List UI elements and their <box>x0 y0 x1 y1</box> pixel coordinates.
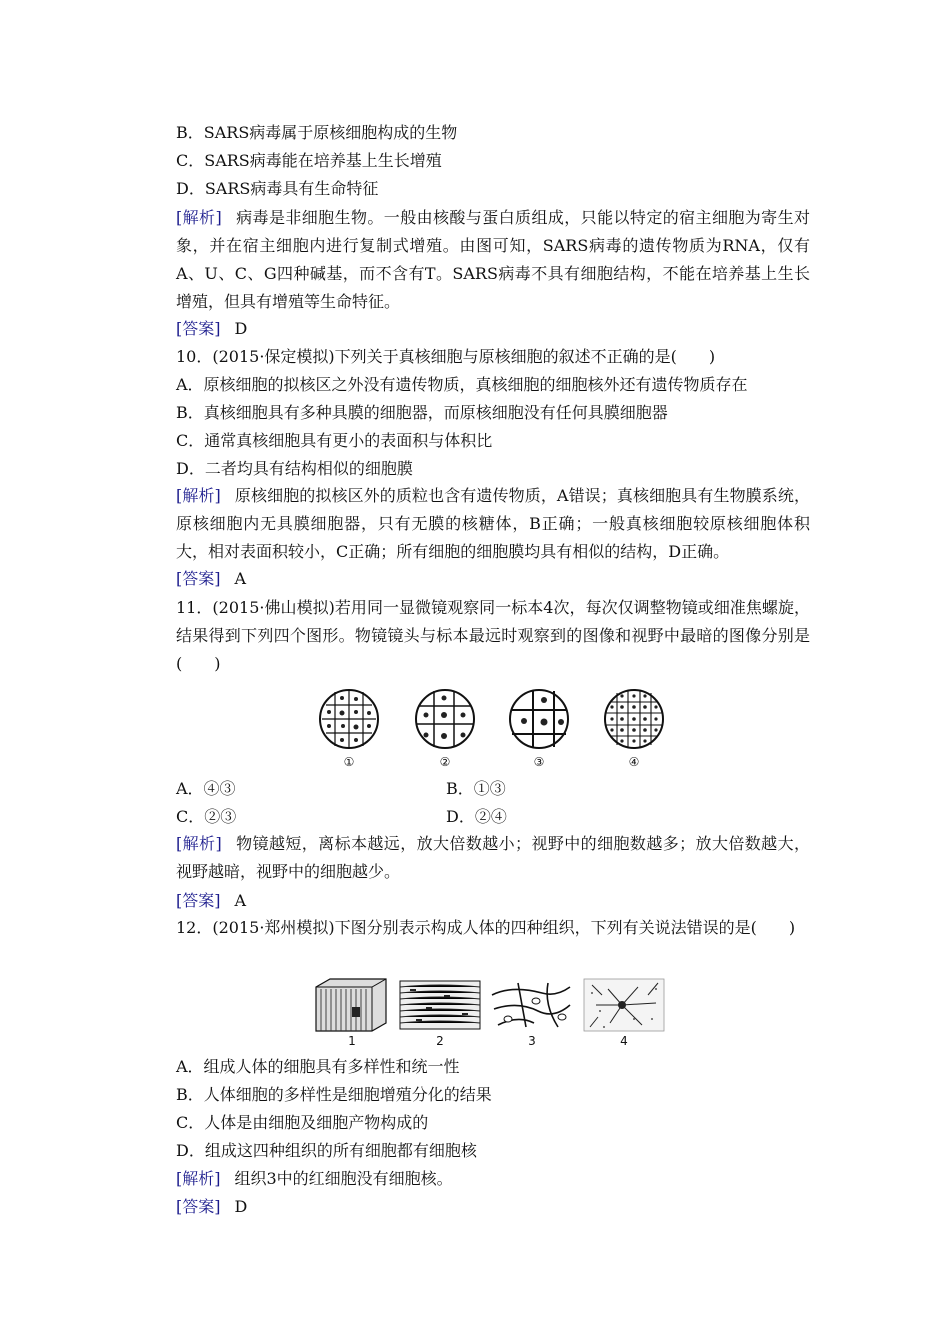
q11-stem <box>176 594 810 678</box>
microscope-field-4 <box>605 690 663 769</box>
analysis-text: 病毒是非细胞生物。一般由核酸与蛋白质组成，只能以特定的宿主细胞为寄生对象，并在宿主细胞内进行复制式增殖。由图可知，SARS病毒的遗传物质为RNA，仅有A、U、C、G四种碱基，而不含有T。SARS病毒不具有细胞结构，不能在培养基上生长增殖，但具有增殖等生命特征。 <box>176 208 810 311</box>
q12-option-d: D．组成这四种组织的所有细胞都有细胞核 <box>176 1141 477 1160</box>
tissue-label-2: 2 <box>436 1034 444 1047</box>
q11-stem-text: 11．(2015·佛山模拟)若用同一显微镜观察同一标本4次，每次仅调整物镜或细准焦螺旋，结果得到下列四个图形。物镜镜头与标本最远时观察到的图像和视野中最暗的图像分别是( ) <box>176 598 810 673</box>
q9-option-c: C．SARS病毒能在培养基上生长增殖 <box>176 151 442 170</box>
analysis-tag: [解析] <box>176 834 222 853</box>
tissue-3-image <box>492 983 570 1047</box>
q11-answer <box>176 890 246 912</box>
answer-tag: [答案] <box>176 1197 221 1216</box>
q12-option-b: B．人体细胞的多样性是细胞增殖分化的结果 <box>176 1085 492 1104</box>
q11-option-b: B．①③ <box>446 779 506 798</box>
q10-option-d: D．二者均具有结构相似的细胞膜 <box>176 459 413 478</box>
figure-label-1: ① <box>343 755 355 769</box>
q9-answer <box>176 318 247 340</box>
answer-value: A <box>234 569 247 588</box>
q9-analysis <box>176 204 810 316</box>
q9-option-b: B．SARS病毒属于原核细胞构成的生物 <box>176 123 458 142</box>
figure-label-4: ④ <box>628 755 640 769</box>
q11-option-d: D．②④ <box>446 807 507 826</box>
tissue-2-image <box>400 981 480 1047</box>
answer-tag: [答案] <box>176 569 221 588</box>
q11-option-a: A．④③ <box>176 779 236 798</box>
microscope-field-2 <box>416 690 474 769</box>
q12-stem-text: 12．(2015·郑州模拟)下图分别表示构成人体的四种组织，下列有关说法错误的是( ) <box>176 918 796 937</box>
answer-value: A <box>234 891 247 910</box>
answer-tag: [答案] <box>176 319 221 338</box>
q10-answer <box>176 568 246 590</box>
answer-value: D <box>234 1197 248 1216</box>
analysis-text: 物镜越短，离标本越远，放大倍数越小；视野中的细胞数越多；放大倍数越大，视野越暗，视野中的细胞越少。 <box>176 834 810 881</box>
tissue-types-figure <box>312 975 668 1047</box>
q12-option-a: A．组成人体的细胞具有多样性和统一性 <box>176 1057 460 1076</box>
microscope-field-1 <box>320 690 378 769</box>
tissue-label-4: 4 <box>620 1034 628 1047</box>
tissue-1-image <box>316 979 386 1047</box>
microscope-field-3 <box>510 690 568 769</box>
figure-label-2: ② <box>439 755 451 769</box>
tissue-4-image <box>584 979 664 1047</box>
q10-stem: 10．(2015·保定模拟)下列关于真核细胞与原核细胞的叙述不正确的是( ) <box>176 347 716 366</box>
q10-option-b: B．真核细胞具有多种具膜的细胞器，而原核细胞没有任何具膜细胞器 <box>176 403 668 422</box>
figure-label-3: ③ <box>533 755 545 769</box>
analysis-tag: [解析] <box>176 1169 221 1188</box>
q12-answer <box>176 1196 247 1218</box>
q10-analysis <box>176 482 810 566</box>
analysis-tag: [解析] <box>176 486 221 505</box>
tissue-label-1: 1 <box>348 1034 356 1047</box>
q11-analysis <box>176 830 810 886</box>
q12-stem <box>176 914 810 942</box>
microscope-fields-figure <box>318 686 668 772</box>
q11-option-c: C．②③ <box>176 807 237 826</box>
tissue-label-3: 3 <box>528 1034 536 1047</box>
analysis-tag: [解析] <box>176 208 222 227</box>
analysis-text: 原核细胞的拟核区外的质粒也含有遗传物质，A错误；真核细胞具有生物膜系统，原核细胞内无具膜细胞器，只有无膜的核糖体，B正确；一般真核细胞较原核细胞体积大，相对表面积较小，C正确；所有细胞的细胞膜均具有相似的结构，D正确。 <box>176 486 810 561</box>
q10-option-a: A．原核细胞的拟核区之外没有遗传物质，真核细胞的细胞核外还有遗传物质存在 <box>176 375 748 394</box>
q9-option-d: D．SARS病毒具有生命特征 <box>176 179 379 198</box>
q12-analysis <box>176 1168 453 1190</box>
q10-option-c: C．通常真核细胞具有更小的表面积与体积比 <box>176 431 493 450</box>
analysis-text: 组织3中的红细胞没有细胞核。 <box>234 1169 453 1188</box>
answer-value: D <box>234 319 248 338</box>
q12-option-c: C．人体是由细胞及细胞产物构成的 <box>176 1113 429 1132</box>
answer-tag: [答案] <box>176 891 221 910</box>
